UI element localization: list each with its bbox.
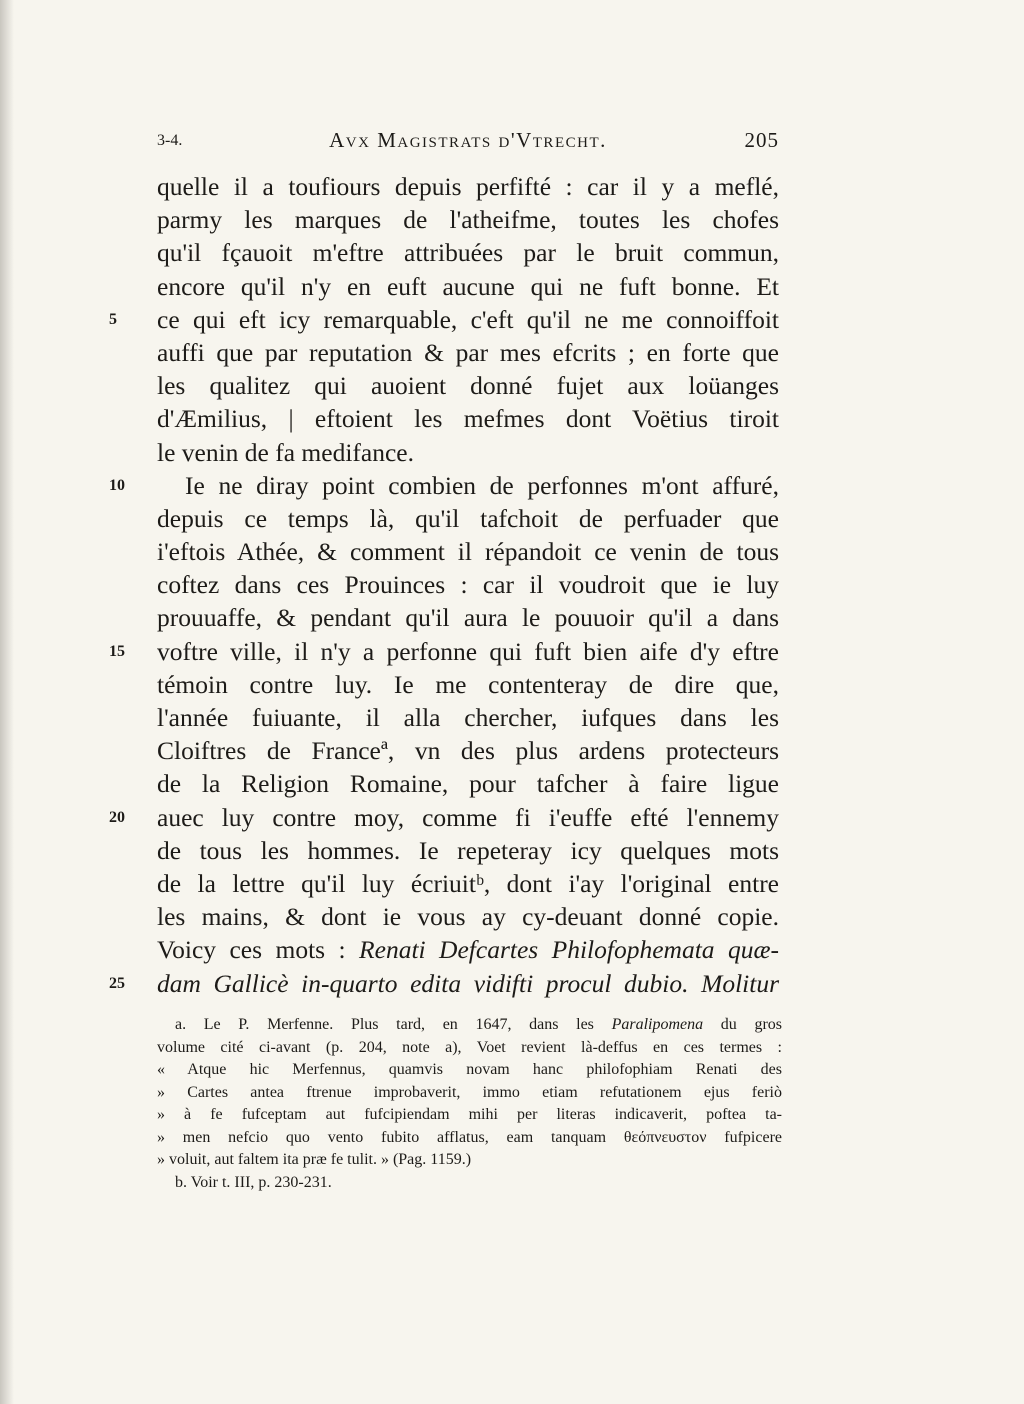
line-italic-text: Renati Defcartes Philofophemata quæ-: [359, 935, 779, 965]
line-text: les mains, & dont ie vous ay cy-deuant donné copie.: [157, 902, 779, 932]
line-text: i'eftois Athée, & comment il répandoit ce venin de tous: [157, 537, 779, 567]
text-line: [157, 734, 779, 767]
line-text: parmy les marques de l'atheifme, toutes les chofes: [157, 205, 779, 235]
text-line: [109, 303, 779, 336]
text-line: [157, 834, 779, 867]
text-line: [157, 236, 779, 269]
text-line: [157, 933, 779, 966]
line-text: coftez dans ces Prouinces : car il voudroit que ie luy: [157, 570, 779, 600]
signature-mark: 3-4.: [157, 132, 183, 149]
text-line: [157, 867, 779, 900]
text-line: [157, 203, 779, 236]
text-line: [109, 469, 779, 502]
footnote-line: [157, 1127, 782, 1150]
line-number: 10: [109, 476, 125, 494]
line-text: d'Æmilius, | eftoient les mefmes dont Voëtius tiroit: [157, 404, 779, 434]
text-line: [157, 270, 779, 303]
text-line: [157, 436, 779, 469]
text-line: [157, 535, 779, 568]
text-line: [157, 900, 779, 933]
line-number: 15: [109, 642, 125, 660]
text-line: [109, 801, 779, 834]
line-text: de tous les hommes. Ie repeteray icy quelques mots: [157, 835, 779, 865]
line-text: le venin de fa medifance.: [157, 437, 414, 467]
text-line: [109, 967, 779, 1000]
line-text: ce qui eft icy remarquable, c'eft qu'il ne me connoiffoit: [157, 304, 779, 334]
footnotes: [157, 1014, 782, 1194]
footnote-text: » voluit, aut faltem ita præ fe tulit. » (Pag. 1159.): [157, 1151, 472, 1168]
line-number: 25: [109, 974, 125, 992]
footnote-line: [157, 1082, 782, 1105]
line-text: qu'il fçauoit m'eftre attribuées par le bruit commun,: [157, 238, 779, 268]
text-line: [157, 767, 779, 800]
main-text: [109, 170, 779, 1000]
footnote-text: » men nefcio quo vento fubito afflatus, eam tanquam θεόπνευστον fufpicere: [157, 1128, 782, 1146]
footnote-text: volume cité ci-avant (p. 204, note a), Voet revient là-deffus en ces termes :: [157, 1038, 782, 1056]
line-text: l'année fuiuante, il alla chercher, iufques dans les: [157, 703, 779, 732]
line-text: prouuaffe, & pendant qu'il aura le pouuoir qu'il a dans: [157, 603, 779, 633]
text-line: [157, 402, 779, 435]
line-text: témoin contre luy. Ie me contenteray de dire que,: [157, 669, 779, 699]
page-number: 205: [744, 128, 779, 152]
footnote-italic: Paralipomena: [611, 1016, 704, 1033]
footnote-text: » à fe fufceptam aut fufcipiendam mihi per literas indicaverit, poftea ta-: [157, 1106, 782, 1123]
text-line: [157, 170, 779, 203]
footnote-tail: du gros: [703, 1016, 783, 1033]
text-line: [157, 668, 779, 701]
line-text: les qualitez qui auoient donné fujet aux loüanges: [157, 371, 779, 401]
line-number: 5: [109, 310, 117, 328]
line-text: depuis ce temps là, qu'il tafchoit de perfuader que: [157, 503, 779, 533]
line-number: 20: [109, 808, 125, 826]
text-line: [157, 369, 779, 402]
text-line: [157, 601, 779, 634]
line-italic-text: dam Gallicè in-quarto edita vidifti procul dubio. Molitur: [157, 968, 779, 998]
text-line: [109, 635, 779, 668]
footnote-line: [157, 1172, 782, 1195]
text-line: [157, 502, 779, 535]
footnote-text: b. Voir t. III, p. 230-231.: [175, 1173, 332, 1191]
line-text: voftre ville, il n'y a perfonne qui fuft bien aife d'y eftre: [157, 636, 779, 666]
footnote-line: [157, 1104, 782, 1127]
text-line: [157, 568, 779, 601]
line-text: auffi que par reputation & par mes efcrits ; en forte que: [157, 337, 779, 367]
footnote-line: [157, 1149, 782, 1172]
footnote-text: a. Le P. Merfenne. Plus tard, en 1647, dans les: [175, 1016, 612, 1033]
footnote-text: » Cartes antea ftrenue improbaverit, immo etiam refutationem ejus feriò: [157, 1083, 782, 1101]
footnote-line: [157, 1037, 782, 1060]
footnote-line: [157, 1014, 782, 1037]
footnote-text: « Atque hic Merfennus, quamvis novam hanc philofophiam Renati des: [157, 1061, 782, 1078]
footnote-line: [157, 1059, 782, 1082]
line-text: Voicy ces mots :: [157, 935, 360, 965]
line-text: Cloiftres de Franceª, vn des plus ardens protecteurs: [157, 736, 779, 766]
line-text: quelle il a toufiours depuis perfifté : car il y a meflé,: [157, 172, 779, 201]
text-line: [157, 336, 779, 369]
line-text: auec luy contre moy, comme fi i'euffe efté l'ennemy: [157, 802, 779, 832]
running-header: [157, 128, 779, 160]
line-text: Ie ne diray point combien de perfonnes m'ont affuré,: [185, 470, 779, 500]
scan-edge-shadow: [0, 0, 14, 1404]
running-title: Avx Magistrats d'Vtrecht.: [329, 128, 607, 152]
text-line: [157, 701, 779, 734]
line-text: encore qu'il n'y en euft aucune qui ne fuft bonne. Et: [157, 271, 779, 301]
line-text: de la lettre qu'il luy écriuitᵇ, dont i'ay l'original entre: [157, 868, 779, 898]
line-text: de la Religion Romaine, pour tafcher à faire ligue: [157, 769, 779, 799]
